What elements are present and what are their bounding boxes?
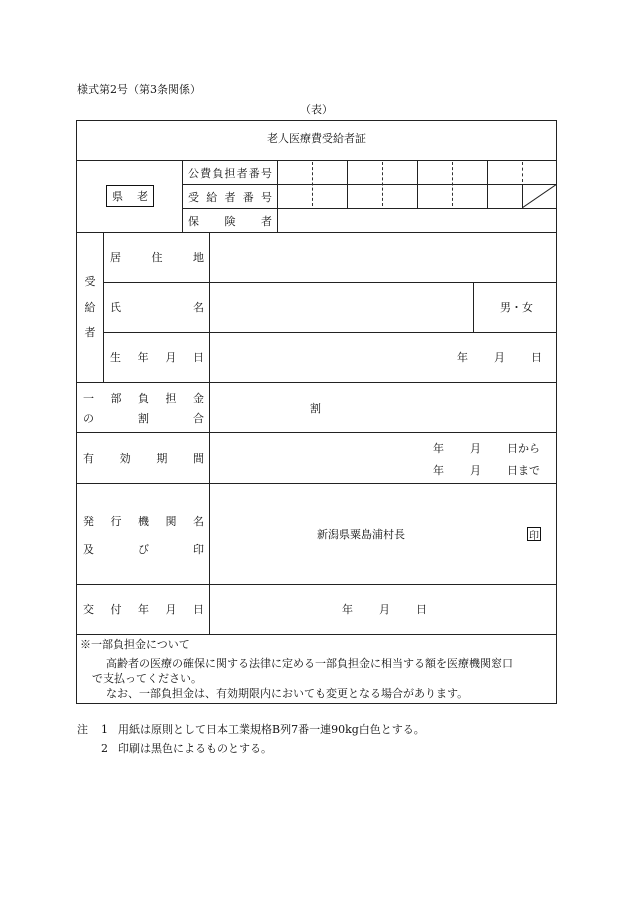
issue-date-label: 交 付 年 月 日 — [83, 603, 204, 616]
validity-from-year: 年 — [433, 442, 444, 455]
copay-ratio-label-line1: 一 部 負 担 金 — [83, 392, 204, 405]
issuer-value: 新潟県粟島浦村長 — [317, 528, 405, 541]
footnote-label: 注 — [77, 723, 88, 736]
form-number: 様式第2号（第3条関係） — [77, 83, 201, 96]
recipient-number-label: 受 給 者 番 号 — [188, 191, 272, 204]
footnote-2-text: 印刷は黒色によるものとする。 — [118, 742, 272, 755]
validity-to-day: 日まで — [507, 464, 540, 477]
insurer-label: 保 険 者 — [188, 215, 272, 228]
birthdate-label: 生 年 月 日 — [110, 351, 204, 364]
payer-number-label: 公 費 負 担 者 番 号 — [188, 167, 272, 180]
validity-to-year: 年 — [433, 464, 444, 477]
prefecture-badge-text: 県 老 — [112, 190, 148, 203]
notice-line3: なお、一部負担金は、有効期限内においても変更となる場合があります。 — [106, 687, 469, 700]
validity-from-month: 月 — [470, 442, 481, 455]
birthdate-year: 年 — [457, 351, 468, 364]
issuer-label-line1: 発 行 機 関 名 — [83, 515, 204, 528]
birthdate-month: 月 — [494, 351, 505, 364]
validity-to-month: 月 — [470, 464, 481, 477]
birthdate-day: 日 — [531, 351, 542, 364]
validity-label: 有 効 期 間 — [83, 452, 204, 465]
copay-ratio-unit: 割 — [310, 402, 321, 415]
seal-mark: 印 — [527, 527, 541, 541]
footnote-2-num: 2 — [101, 742, 108, 755]
footnote-1-num: 1 — [101, 723, 108, 736]
footnote-1-text: 用紙は原則として日本工業規格B列7番一連90kg白色とする。 — [118, 723, 425, 736]
issue-date-day: 日 — [416, 603, 427, 616]
recipient-group-label: 受 給 者 — [84, 275, 96, 339]
notice-line2: で支払ってください。 — [92, 672, 202, 685]
diagonal-strike — [522, 184, 557, 208]
issuer-label-line2: 及 び 印 — [83, 543, 204, 556]
issue-date-year: 年 — [342, 603, 353, 616]
address-label: 居 住 地 — [110, 251, 204, 264]
notice-heading: ※一部負担金について — [80, 638, 190, 651]
certificate-title: 老人医療費受給者証 — [267, 132, 366, 145]
notice-line1: 高齢者の医療の確保に関する法律に定める一部負担金に相当する額を医療機関窓口 — [106, 657, 513, 670]
validity-from-day: 日から — [507, 442, 540, 455]
side-label: （表） — [300, 103, 333, 116]
issue-date-month: 月 — [379, 603, 390, 616]
name-label: 氏 名 — [110, 301, 204, 314]
gender-value: 男・女 — [500, 301, 533, 314]
copay-ratio-label-line2: の 割 合 — [83, 412, 204, 425]
